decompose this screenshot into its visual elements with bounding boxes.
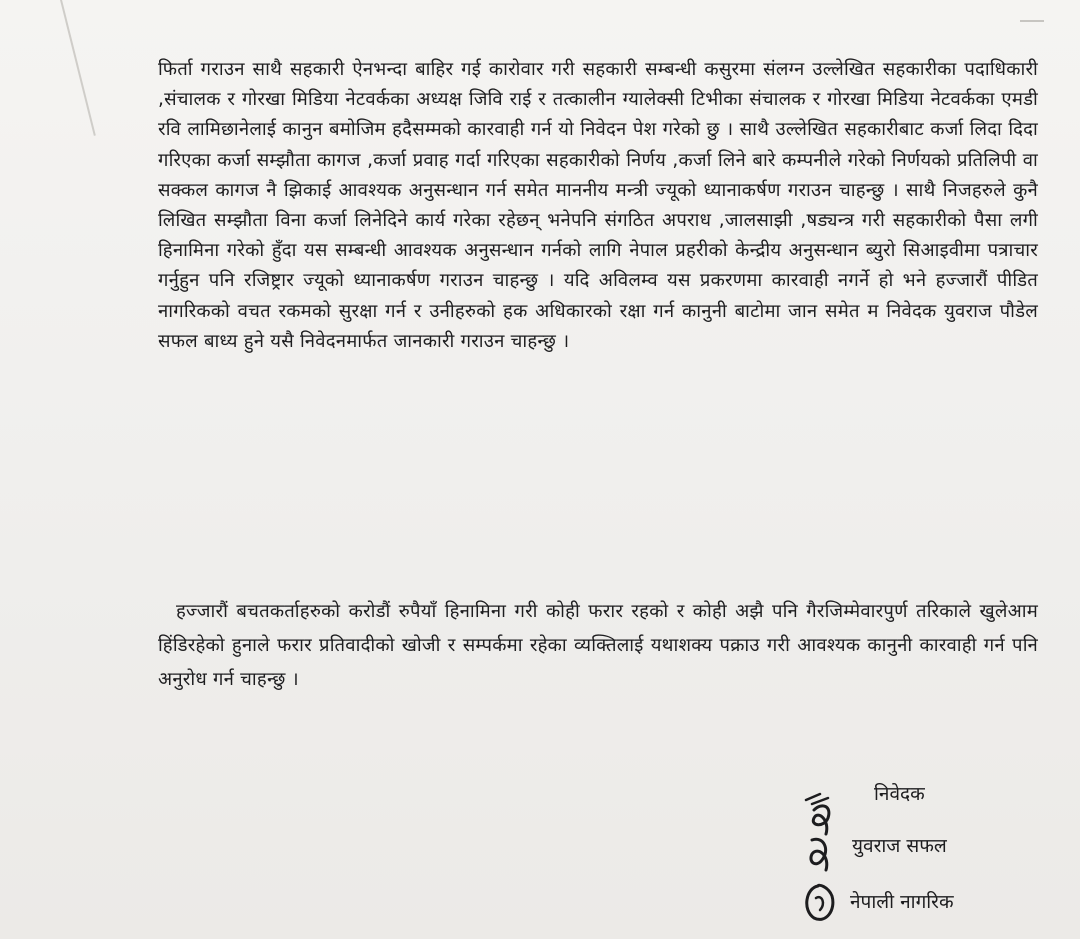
paper-fold-line bbox=[60, 0, 96, 136]
handwritten-signature bbox=[792, 790, 852, 930]
signature-identity: नेपाली नागरिक bbox=[850, 891, 954, 913]
signature-block bbox=[792, 780, 1052, 930]
signature-name: युवराज सफल bbox=[852, 835, 947, 857]
signature-title: निवेदक bbox=[874, 783, 925, 805]
paragraph-2: हज्जारौं बचतकर्ताहरुको करोडौं रुपैयाँ हिनामिना गरी कोही फरार रहको र कोही अझै पनि गैरजिम्मेवारपुर्ण तरिकाले खुलेआम हिंडिरहेको हुनाले फरार प्रतिवादीको खोजी र सम्पर्कमा रहेका व्यक्तिलाई यथाशक्य पक्राउ गरी आवश्यक कानुनी कारवाही गर्न पनि अनुरोध गर्न चाहन्छु । bbox=[158, 601, 1038, 690]
paper-corner-mark bbox=[1020, 6, 1044, 22]
paragraph-1: फिर्ता गराउन साथै सहकारी ऐनभन्दा बाहिर गई कारोवार गरी सहकारी सम्बन्धी कसुरमा संलग्न उल्लेखित सहकारीका पदाधिकारी ,संचालक र गोरखा मिडिया नेटवर्कका अध्यक्ष जिवि राई र तत्कालीन ग्यालेक्सी टिभीका संचालक र गोरखा मिडिया नेटवर्कका एमडी रवि लामिछानेलाई कानुन बमोजिम हदैसम्मको कारवाही गर्न यो निवेदन पेश गरेको छु । साथै उल्लेखित सहकारीबाट कर्जा लिदा दिदा गरिएका कर्जा सम्झौता कागज ,कर्जा प्रवाह गर्दा गरिएका सहकारीको निर्णय ,कर्जा लिने बारे कम्पनीले गरेको निर्णयको प्रतिलिपी वा सक्कल कागज नै झिकाई आवश्यक अनुसन्धान गर्न समेत माननीय मन्त्री ज्यूको ध्यानाकर्षण गराउन चाहन्छु । साथै निजहरुले कुनै लिखित सम्झौता विना कर्जा लिनेदिने कार्य गरेका रहेछन् भनेपनि संगठित अपराध ,जालसाझी ,षड्यन्त्र गरी सहकारीको पैसा लगी हिनामिना गरेको हुँदा यस सम्बन्धी आवश्यक अनुसन्धान गर्नको लागि नेपाल प्रहरीको केन्द्रीय अनुसन्धान ब्युरो सिआइवीमा पत्राचार गर्नुहुन पनि रजिष्ट्रार ज्यूको ध्यानाकर्षण गराउन चाहन्छु । यदि अविलम्व यस प्रकरणमा कारवाही नगर्ने हो भने हज्जारौं पीडित नागरिकको वचत रकमको सुरक्षा गर्न र उनीहरुको हक अधिकारको रक्षा गर्न कानुनी बाटोमा जान समेत म निवेदक युवराज पौडेल सफल बाध्य हुने यसै निवेदनमार्फत जानकारी गराउन चाहन्छु । bbox=[158, 59, 1038, 352]
document-body bbox=[158, 55, 1038, 690]
